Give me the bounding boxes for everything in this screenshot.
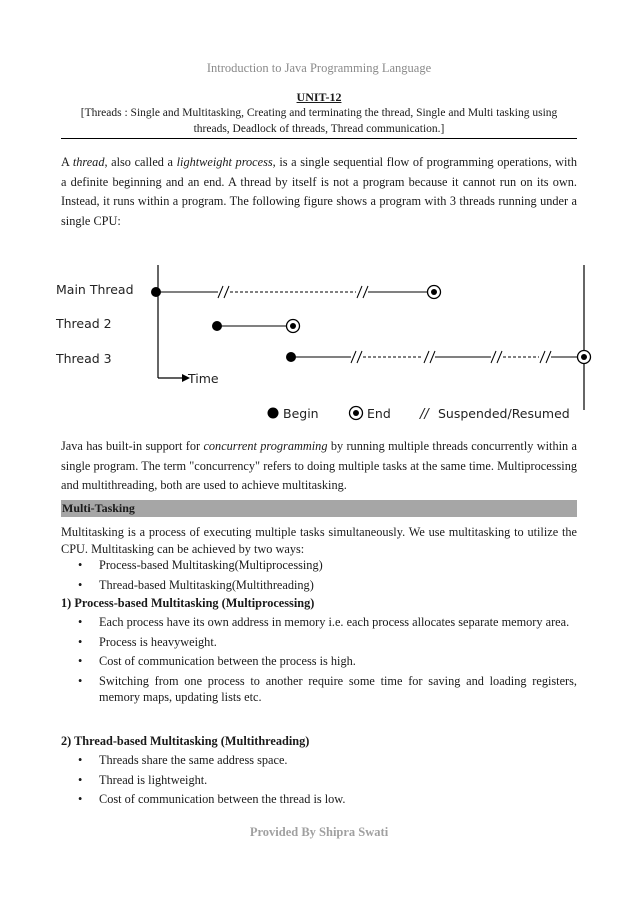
legend-end-core — [353, 410, 359, 416]
list-item — [61, 577, 577, 594]
thread-diagram — [50, 255, 610, 430]
time-label: Time — [188, 371, 219, 386]
intro-paragraph — [61, 153, 577, 231]
bullet-icon: • — [78, 558, 83, 572]
list-item-text: Process-based Multitasking(Multiprocessing) — [99, 558, 323, 572]
multitasking-ways-list — [61, 557, 577, 596]
list-item-text: Process is heavyweight. — [99, 634, 217, 649]
label-thread-2: Thread 2 — [56, 316, 112, 331]
main-thread-end-core — [431, 289, 437, 295]
concurrency-text-2: by running multiple threads concurrently within a single program. The term "concurrency" refers to doing multiple tasks at the same time. Multiprocessing and multithreading, both are used to achieve multitasking. — [61, 439, 577, 492]
list-item — [61, 653, 577, 670]
main-thread-begin-icon — [151, 287, 161, 297]
thread-3-begin-icon — [286, 352, 296, 362]
intro-text-3: , is a single sequential flow of programming operations, with a definite beginning and an end. A thread by itself is not a program because it cannot run on its own. Instead, it runs within a program. The following figure shows a program with 3 threads running under a single CPU: — [61, 155, 577, 228]
concurrency-paragraph — [61, 437, 577, 496]
label-main-thread: Main Thread — [56, 282, 134, 297]
thread-3-end-core — [581, 354, 587, 360]
intro-em-thread: thread — [72, 155, 105, 169]
concurrency-text-1: Java has built-in support for — [61, 439, 204, 453]
list-item — [61, 614, 577, 631]
list-item — [61, 634, 577, 651]
bullet-icon: • — [78, 654, 83, 668]
bullet-icon: • — [78, 615, 83, 629]
list-item-text: Switching from one process to another require some time for saving and loading registers, memory maps, updating lists etc. — [99, 673, 577, 704]
list-item-text: Cost of communication between the process is high. — [99, 654, 356, 668]
list-item — [61, 772, 577, 789]
multitasking-heading: Multi-Tasking — [61, 500, 577, 517]
bullet-icon: • — [78, 753, 83, 767]
thread-based-list — [61, 752, 577, 811]
page-header: Introduction to Java Programming Language — [206, 61, 432, 75]
legend-end-label: End — [367, 406, 391, 421]
list-item — [61, 673, 577, 706]
legend-suspended-label: Suspended/Resumed — [438, 406, 570, 421]
multitasking-paragraph: Multitasking is a process of executing multiple tasks simultaneously. We use multitasking to utilize the CPU. Multitasking can be achieved by two ways: — [61, 525, 577, 556]
unit-subtitle: [Threads : Single and Multitasking, Creating and terminating the thread, Single and Multi tasking using threads, Deadlock of threads, Thread communication.] — [80, 107, 558, 135]
unit-title: UNIT-12 — [296, 90, 342, 104]
list-item-text: Each process have its own address in memory i.e. each process allocates separate memory area. — [99, 615, 570, 629]
process-based-heading: 1) Process-based Multitasking (Multiprocessing) — [61, 596, 315, 610]
legend-suspend-mark-icon: // — [420, 407, 429, 422]
list-item-text: Thread is lightweight. — [99, 772, 208, 787]
thread-2-end-core — [290, 323, 296, 329]
bullet-icon: • — [78, 577, 83, 592]
list-item-text: Cost of communication between the thread is low. — [99, 792, 346, 806]
list-item — [61, 791, 577, 808]
bullet-icon: • — [78, 772, 83, 787]
bullet-icon: • — [78, 792, 83, 806]
thread-based-heading: 2) Thread-based Multitasking (Multithreading) — [61, 734, 310, 748]
header-rule — [61, 138, 577, 139]
list-item — [61, 557, 577, 574]
bullet-icon: • — [78, 634, 83, 649]
process-based-list — [61, 614, 577, 709]
legend-begin-icon — [268, 408, 279, 419]
legend-begin-label: Begin — [283, 406, 319, 421]
list-item-text: Threads share the same address space. — [99, 753, 288, 767]
list-item-text: Thread-based Multitasking(Multithreading) — [99, 577, 314, 592]
intro-text-2: , also called a — [104, 155, 177, 169]
concurrency-em: concurrent programming — [203, 439, 328, 453]
label-thread-3: Thread 3 — [56, 351, 112, 366]
intro-text-1: A — [61, 155, 73, 169]
bullet-icon: • — [78, 673, 83, 688]
thread-2-begin-icon — [212, 321, 222, 331]
intro-em-lightweight: lightweight process — [176, 155, 273, 169]
list-item — [61, 752, 577, 769]
page-footer: Provided By Shipra Swati — [249, 825, 389, 839]
